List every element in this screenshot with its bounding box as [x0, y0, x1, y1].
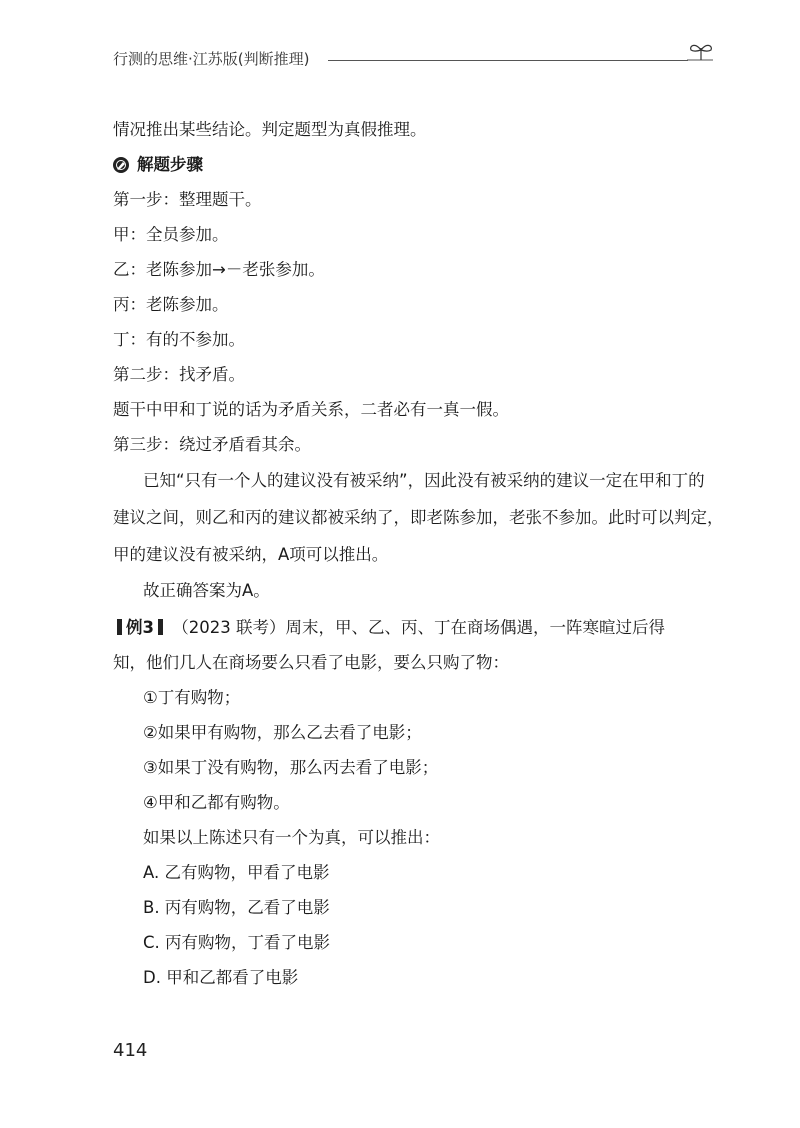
- option-c: C. 丙有购物，丁看了电影: [143, 933, 331, 952]
- paragraph-line: 建议之间，则乙和丙的建议都被采纳了，即老陈参加，老张不参加。此时可以判定，: [113, 508, 724, 527]
- statement-4: ④甲和乙都有购物。: [143, 793, 290, 812]
- section-title: 解题步骤: [137, 155, 203, 174]
- paragraph-line: 甲的建议没有被采纳，A项可以推出。: [113, 545, 389, 564]
- option-a: A. 乙有购物，甲看了电影: [143, 863, 330, 882]
- page-number: 414: [113, 1040, 148, 1061]
- statement-jia: 甲：全员参加。: [113, 225, 229, 244]
- statement-bing: 丙：老陈参加。: [113, 295, 229, 314]
- header-title: 行测的思维·江苏版(判断推理): [113, 50, 310, 68]
- statement-2: ②如果甲有购物，那么乙去看了电影；: [143, 723, 422, 742]
- question-line: 如果以上陈述只有一个为真，可以推出：: [143, 828, 440, 847]
- example-bar-left: [117, 619, 122, 635]
- statement-3: ③如果丁没有购物，那么丙去看了电影；: [143, 758, 439, 777]
- section-heading: [113, 147, 713, 182]
- statement-1: ①丁有购物；: [143, 688, 241, 707]
- statement-yi: 乙：老陈参加→－老张参加。: [113, 260, 325, 279]
- header-rule: [328, 60, 688, 61]
- option-d: D. 甲和乙都看了电影: [143, 968, 299, 987]
- example-bar-right: [158, 619, 163, 635]
- running-header: [113, 46, 711, 74]
- option-b: B. 丙有购物，乙看了电影: [143, 898, 330, 917]
- page-content: [113, 112, 724, 995]
- example-intro: （2023 联考）周末，甲、乙、丙、丁在商场偶遇，一阵寒暄过后得: [172, 618, 665, 637]
- contradiction-line: 题干中甲和丁说的话为矛盾关系，二者必有一真一假。: [113, 400, 509, 419]
- pencil-icon: [113, 157, 129, 173]
- example-intro-cont: 知，他们几人在商场要么只看了电影，要么只购了物：: [113, 653, 509, 672]
- statement-ding: 丁：有的不参加。: [113, 330, 245, 349]
- step3: 第三步：绕过矛盾看其余。: [113, 435, 311, 454]
- example-tag: 例3: [126, 618, 154, 637]
- example-header-line: [113, 610, 713, 645]
- paragraph-line: 已知“只有一个人的建议没有被采纳”，因此没有被采纳的建议一定在甲和丁的: [143, 471, 705, 490]
- answer-line: 故正确答案为A。: [143, 581, 270, 600]
- intro-line: 情况推出某些结论。判定题型为真假推理。: [113, 120, 427, 139]
- sprout-icon: [683, 40, 719, 74]
- step2: 第二步：找矛盾。: [113, 365, 245, 384]
- step1: 第一步：整理题干。: [113, 190, 262, 209]
